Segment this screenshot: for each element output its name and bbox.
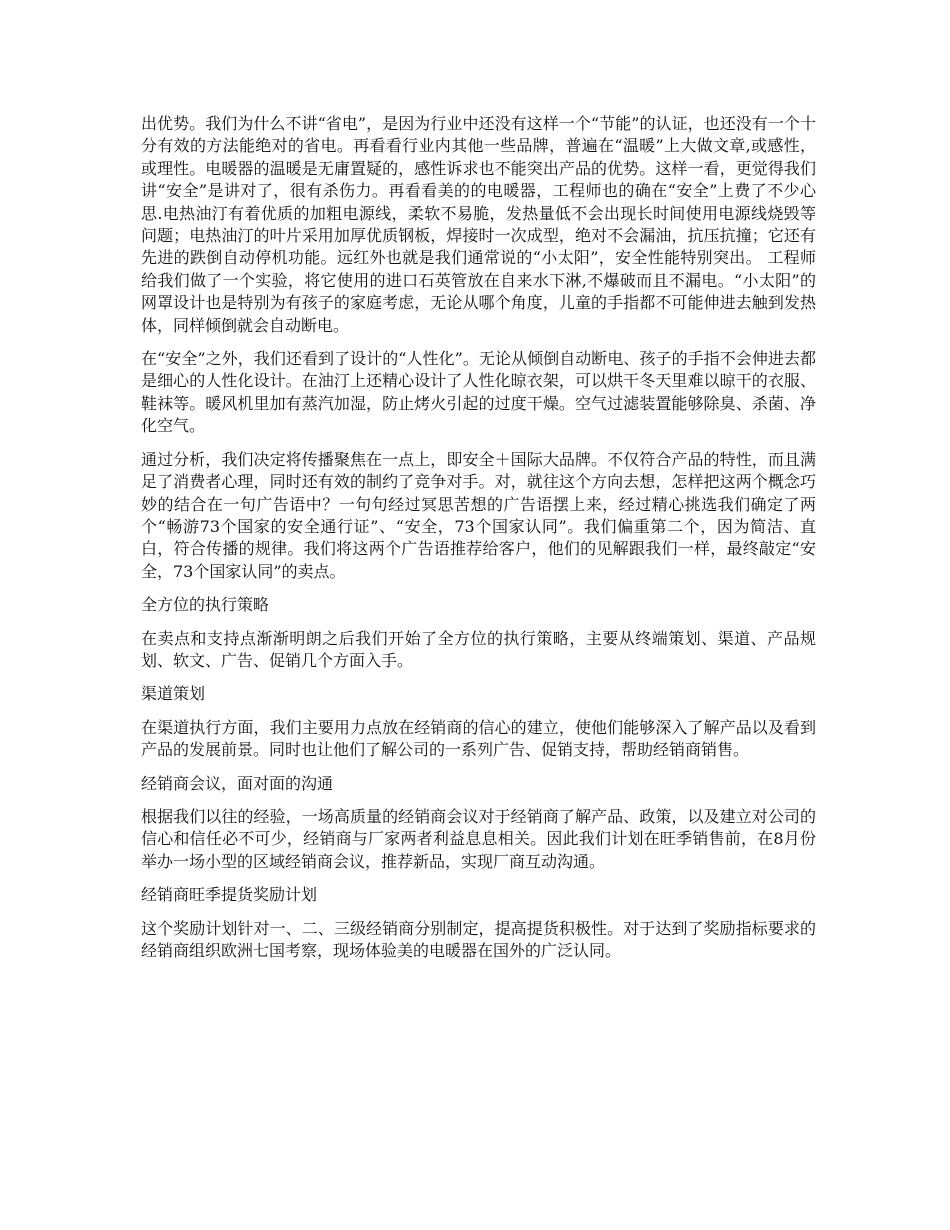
paragraph-channel-planning: 在渠道执行方面，我们主要用力点放在经销商的信心的建立，使他们能够深入了解产品以及看到产品的发展前景。同时也让他们了解公司的一系列广告、促销支持，帮助经销商销售。 (141, 717, 816, 760)
paragraph-slogan-decision: 通过分析，我们决定将传播聚焦在一点上，即安全＋国际大品牌。不仅符合产品的特性，而且满足了消费者心理，同时还有效的制约了竞争对手。对，就往这个方向去想，怎样把这两个概念巧妙的结合在一句广告语中？一句句经过冥思苦想的广告语摆上来，经过精心挑选我们确定了两个“畅游73个国家的安全通行证”、“安全，73个国家认同”。我们偏重第二个，因为简洁、直白，符合传播的规律。我们将这两个广告语推荐给客户，他们的见解跟我们一样，最终敲定“安全，73个国家认同”的卖点。 (141, 449, 816, 581)
heading-dealer-reward-plan: 经销商旺季提货奖励计划 (141, 885, 318, 905)
document-body (141, 113, 816, 973)
paragraph-humanized-design: 在“安全”之外，我们还看到了设计的“人性化”。无论从倾倒自动断电、孩子的手指不会伸进去都是细心的人性化设计。在油汀上还精心设计了人性化晾衣架，可以烘干冬天里难以晾干的衣服、鞋袜等。暖风机里加有蒸汽加湿，防止烤火引起的过度干燥。空气过滤装置能够除臭、杀菌、净化空气。 (141, 349, 816, 436)
paragraph-execution-overview: 在卖点和支持点渐渐明朗之后我们开始了全方位的执行策略，主要从终端策划、渠道、产品规划、软文、广告、促销几个方面入手。 (141, 628, 816, 670)
paragraph-safety-features: 出优势。我们为什么不讲“省电”，是因为行业中还没有这样一个“节能”的认证，也还没有一个十分有效的方法能绝对的省电。再看看行业内其他一些品牌，普遍在“温暖”上大做文章,或感性，或理性。电暖器的温暖是无庸置疑的，感性诉求也不能突出产品的优势。这样一看，更觉得我们讲“安全”是讲对了，很有杀伤力。再看看美的的电暖器，工程师也的确在“安全”上费了不少心思.电热油汀有着优质的加粗电源线，柔软不易脆，发热量低不会出现长时间使用电源线烧毁等问题；电热油汀的叶片采用加厚优质钢板，焊接时一次成型，绝对不会漏油，抗压抗撞；它还有先进的跌倒自动停机功能。远红外也就是我们通常说的“小太阳”，安全性能特别突出。 工程师给我们做了一个实验，将它使用的进口石英管放在自来水下淋,不爆破而且不漏电。“小太阳”的网罩设计也是特别为有孩子的家庭考虑，无论从哪个角度，儿童的手指都不可能伸进去触到发热体，同样倾倒就会自动断电。 (141, 114, 816, 335)
heading-channel-planning: 渠道策划 (141, 684, 206, 704)
heading-execution-strategy: 全方位的执行策略 (141, 595, 270, 615)
heading-dealer-meeting: 经销商会议，面对面的沟通 (141, 773, 334, 793)
paragraph-dealer-reward-plan: 这个奖励计划针对一、二、三级经销商分别制定，提高提货积极性。对于达到了奖励指标要求的经销商组织欧洲七国考察，现场体验美的电暖器在国外的广泛认同。 (141, 918, 816, 960)
paragraph-dealer-meeting: 根据我们以往的经验，一场高质量的经销商会议对于经销商了解产品、政策，以及建立对公司的信心和信任必不可少，经销商与厂家两者利益息息相关。因此我们计划在旺季销售前，在8月份举办一场小型的区域经销商会议，推荐新品，实现厂商互动沟通。 (141, 806, 816, 871)
